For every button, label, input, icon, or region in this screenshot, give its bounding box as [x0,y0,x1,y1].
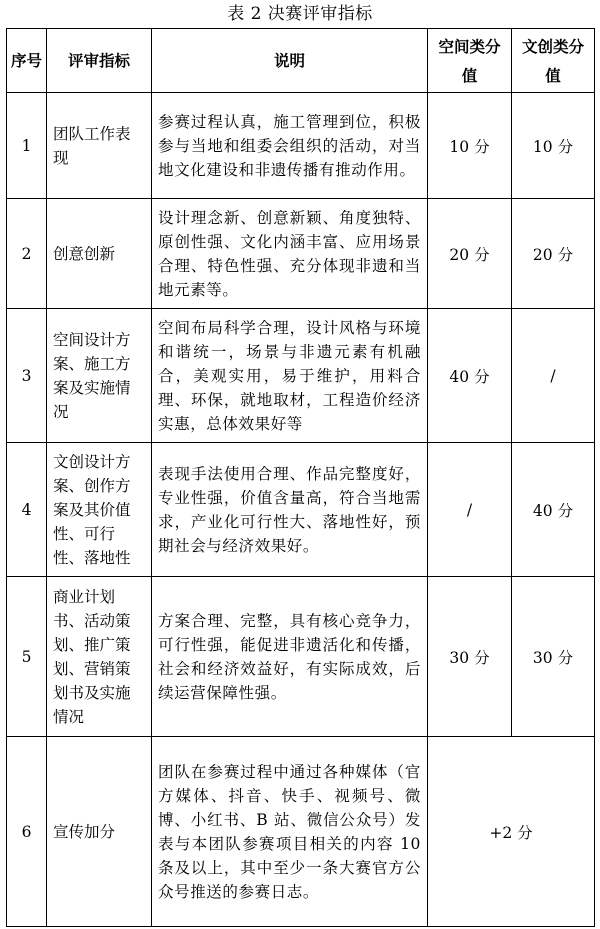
table-row [7,443,595,577]
row-space-score: 40 分 [428,309,512,443]
table-row [7,93,595,199]
row-indicator: 空间设计方案、施工方案及实施情况 [47,309,152,443]
row-desc: 表现手法使用合理、作品完整度好，专业性强，价值含量高，符合当地需求，产业化可行性大、落地性好，预期社会与经济效果好。 [152,443,428,577]
row-no: 4 [7,443,47,577]
row-no: 1 [7,93,47,199]
header-creative-score: 文创类分值 [512,29,595,93]
row-no: 5 [7,577,47,737]
header-no: 序号 [7,29,47,93]
header-indicator: 评审指标 [47,29,152,93]
row-bonus-score: +2 分 [428,737,595,927]
row-space-score: 20 分 [428,199,512,309]
row-creative-score: / [512,309,595,443]
table-row [7,309,595,443]
row-desc: 团队在参赛过程中通过各种媒体（官方媒体、抖音、快手、视频号、微博、小红书、B 站、微信公众号）发表与本团队参赛项目相关的内容 10 条及以上，其中至少一条大赛官方公众号推送的参赛日志。 [152,737,428,927]
row-desc: 设计理念新、创意新颖、角度独特、原创性强、文化内涵丰富、应用场景合理、特色性强、充分体现非遗和当地元素等。 [152,199,428,309]
row-indicator: 团队工作表现 [47,93,152,199]
row-indicator: 文创设计方案、创作方案及其价值性、可行性、落地性 [47,443,152,577]
row-creative-score: 30 分 [512,577,595,737]
row-space-score: 30 分 [428,577,512,737]
row-space-score: 10 分 [428,93,512,199]
row-no: 3 [7,309,47,443]
row-creative-score: 20 分 [512,199,595,309]
table-row [7,199,595,309]
row-indicator: 创意创新 [47,199,152,309]
table-caption: 表 2 决赛评审指标 [227,4,373,24]
header-desc: 说明 [152,29,428,93]
table-row [7,737,595,927]
row-space-score: / [428,443,512,577]
row-desc: 参赛过程认真，施工管理到位，积极参与当地和组委会组织的活动，对当地文化建设和非遗传播有推动作用。 [152,93,428,199]
row-desc: 空间布局科学合理，设计风格与环境和谐统一，场景与非遗元素有机融合，美观实用，易于维护，用料合理、环保，就地取材，工程造价经济实惠，总体效果好等 [152,309,428,443]
row-no: 6 [7,737,47,927]
row-desc: 方案合理、完整，具有核心竞争力，可行性强，能促进非遗活化和传播，社会和经济效益好，有实际成效，后续运营保障性强。 [152,577,428,737]
row-indicator: 宣传加分 [47,737,152,927]
table-header-row [7,29,595,93]
header-space-score: 空间类分值 [428,29,512,93]
evaluation-table [6,28,595,927]
row-creative-score: 10 分 [512,93,595,199]
table-row [7,577,595,737]
row-indicator: 商业计划书、活动策划、推广策划、营销策划书及实施情况 [47,577,152,737]
row-creative-score: 40 分 [512,443,595,577]
row-no: 2 [7,199,47,309]
